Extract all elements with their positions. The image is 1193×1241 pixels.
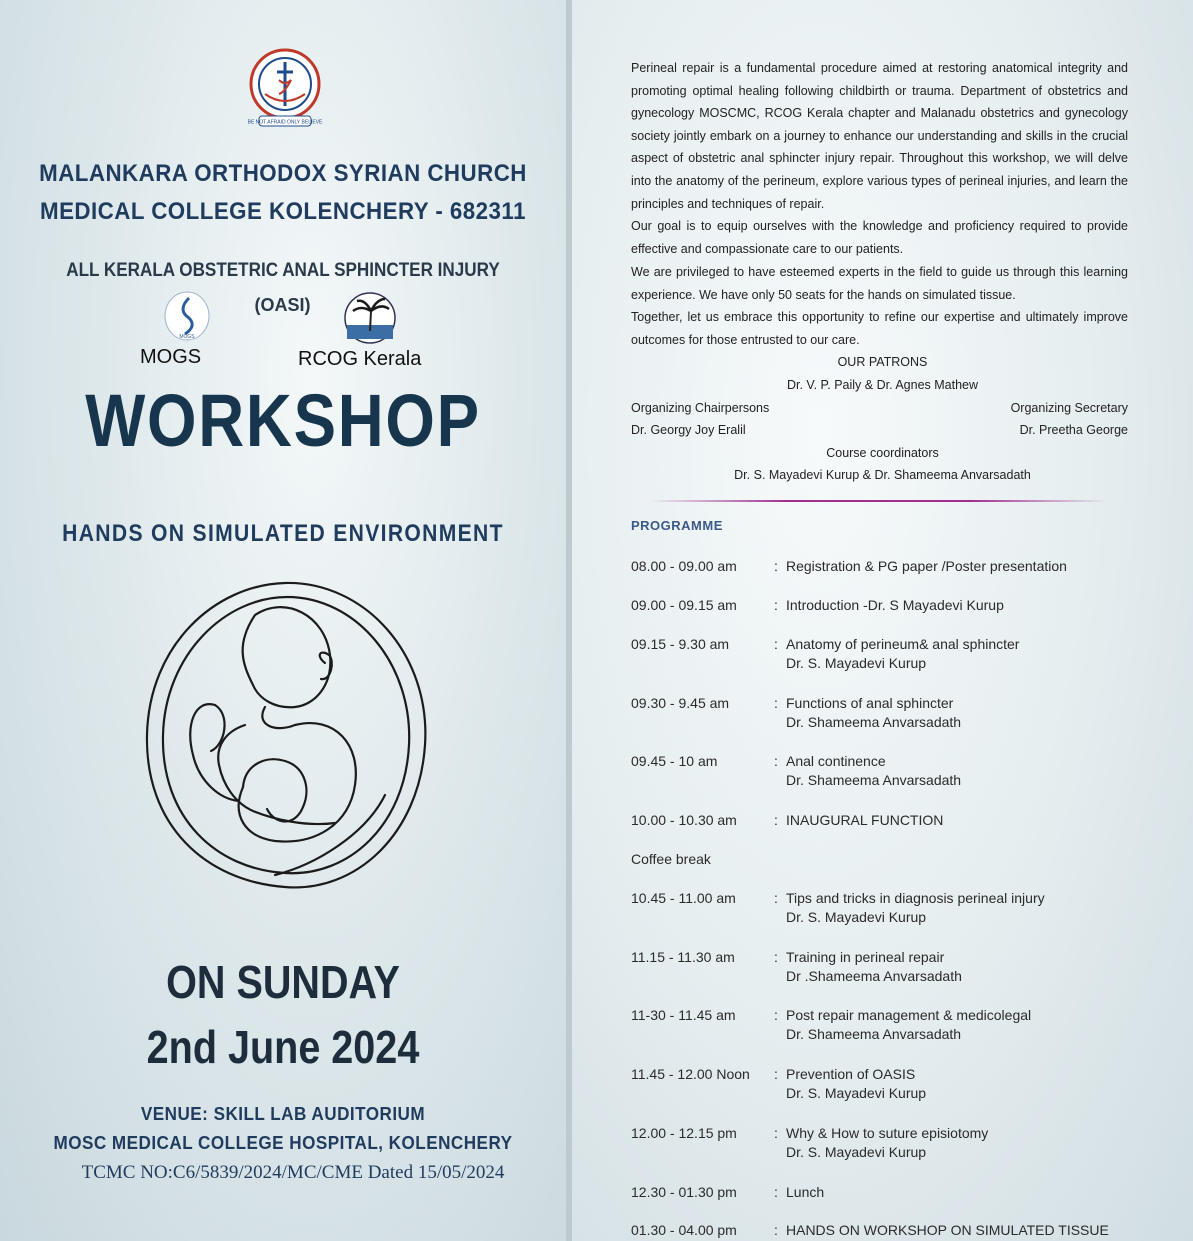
front-panel [0, 0, 566, 1241]
programme-separator: : [774, 949, 778, 965]
programme-activity: Introduction -Dr. S Mayadevi Kurup [786, 597, 1004, 613]
mogs-logo-text: MOGS [179, 334, 195, 340]
secretary-name: Dr. Preetha George [1019, 423, 1128, 437]
programme-separator: : [774, 1184, 778, 1200]
programme-time: 11-30 - 11.45 am [631, 1007, 736, 1023]
programme-time: 11.45 - 12.00 Noon [631, 1066, 750, 1082]
patrons-title: OUR PATRONS [837, 355, 928, 369]
programme-activity: Lunch [786, 1184, 825, 1200]
programme-activity: Prevention of OASIS [786, 1066, 916, 1082]
logo-motto: BE NOT AFRAID ONLY BELIEVE [247, 119, 323, 126]
rcog-kerala-label: RCOG Kerala [298, 348, 422, 370]
programme-speaker: Dr. Shameema Anvarsadath [786, 1026, 962, 1042]
programme-speaker: Dr. S. Mayadevi Kurup [786, 1144, 927, 1160]
programme-speaker: Dr .Shameema Anvarsadath [786, 968, 962, 984]
inside-panel [572, 0, 1193, 1241]
programme-separator: : [774, 890, 778, 906]
programme-time: 08.00 - 09.00 am [631, 558, 737, 574]
programme-time: 11.15 - 11.30 am [631, 949, 735, 965]
programme-activity: Anatomy of perineum& anal sphincter [786, 636, 1020, 652]
college-name-line2: MEDICAL COLLEGE KOLENCHERY - 682311 [40, 198, 526, 225]
programme-activity: Training in perineal repair [786, 949, 945, 965]
programme-speaker: Dr. Shameema Anvarsadath [786, 772, 962, 788]
chairpersons-title: Organizing Chairpersons [631, 401, 770, 415]
programme-activity: Why & How to suture episiotomy [786, 1125, 989, 1141]
mogs-label: MOGS [140, 346, 202, 368]
programme-separator: : [774, 812, 778, 828]
workshop-subtitle: HANDS ON SIMULATED ENVIRONMENT [62, 520, 504, 547]
intro-paragraph-3: We are privileged to have esteemed experts in the field to guide us through this learning experience. We have only 50 seats for the hands on simulated tissue. [631, 265, 1128, 302]
programme-title: PROGRAMME [631, 518, 723, 533]
event-day: ON SUNDAY [166, 956, 400, 1008]
programme-time: 10.00 - 10.30 am [631, 812, 737, 828]
venue-line1: VENUE: SKILL LAB AUDITORIUM [140, 1104, 426, 1124]
programme-activity: Tips and tricks in diagnosis perineal injury [786, 890, 1045, 906]
programme-time: 09.45 - 10 am [631, 753, 718, 769]
programme-time: 01.30 - 04.00 pm [631, 1222, 737, 1238]
section-divider [648, 500, 1108, 502]
programme-speaker: Dr. Shameema Anvarsadath [786, 714, 962, 730]
coordinators-title: Course coordinators [826, 446, 939, 460]
programme-speaker: Dr. S. Mayadevi Kurup [786, 655, 927, 671]
intro-paragraph-4: Together, let us embrace this opportunity to refine our expertise and ultimately improve outcomes for those entrusted to our care. [631, 310, 1128, 347]
intro-paragraph-1: Perineal repair is a fundamental procedure aimed at restoring anatomical integrity and promoting optimal healing following childbirth or trauma. Department of obstetrics and gynecology MOSCMC, RCOG Kerala chapter and Malanadu obstetrics and gynecology society jointly embark on a journey to enhance our understanding and skills in the crucial aspect of obstetric anal sphincter injury repair. Throughout this workshop, we will delve into the anatomy of the perineum, explore various types of perineal injuries, and learn the principles and techniques of repair. [631, 61, 1128, 211]
programme-time: 12.00 - 12.15 pm [631, 1125, 737, 1141]
programme-separator: : [774, 1222, 778, 1238]
tcmc-approval: TCMC NO:C6/5839/2024/MC/CME Dated 15/05/2024 [81, 1162, 505, 1183]
college-seal-logo [245, 46, 325, 134]
programme-time: 09.30 - 9.45 am [631, 695, 730, 711]
programme-separator: : [774, 1125, 778, 1141]
course-title: ALL KERALA OBSTETRIC ANAL SPHINCTER INJURY [66, 260, 500, 281]
workshop-heading: WORKSHOP [85, 379, 481, 462]
secretary-title: Organizing Secretary [1010, 401, 1128, 415]
event-date: 2nd June 2024 [146, 1021, 420, 1073]
chairperson-name: Dr. Georgy Joy Eralil [631, 423, 746, 437]
programme-speaker: Dr. S. Mayadevi Kurup [786, 909, 927, 925]
programme-activity: INAUGURAL FUNCTION [786, 812, 944, 828]
programme-activity: Registration & PG paper /Poster presentation [786, 558, 1067, 574]
programme-time: Coffee break [631, 851, 711, 867]
intro-paragraph-2: Our goal is to equip ourselves with the knowledge and proficiency required to provide effective and compassionate care to our patients. [631, 219, 1128, 256]
coordinators-names: Dr. S. Mayadevi Kurup & Dr. Shameema Anvarsadath [734, 468, 1031, 482]
mogs-logo [163, 290, 211, 342]
college-name-line1: MALANKARA ORTHODOX SYRIAN CHURCH [39, 160, 527, 187]
programme-separator: : [774, 1007, 778, 1023]
programme-time: 10.45 - 11.00 am [631, 890, 736, 906]
programme-activity: Functions of anal sphincter [786, 695, 954, 711]
programme-separator: : [774, 597, 778, 613]
programme-separator: : [774, 636, 778, 652]
programme-separator: : [774, 558, 778, 574]
programme-time: 09.00 - 09.15 am [631, 597, 737, 613]
programme-time: 12.30 - 01.30 pm [631, 1184, 737, 1200]
programme-activity: HANDS ON WORKSHOP ON SIMULATED TISSUE [786, 1222, 1109, 1238]
programme-speaker: Dr. S. Mayadevi Kurup [786, 1085, 927, 1101]
programme-activity: Post repair management & medicolegal [786, 1007, 1032, 1023]
venue-line2: MOSC MEDICAL COLLEGE HOSPITAL, KOLENCHERY [53, 1133, 513, 1153]
programme-time: 09.15 - 9.30 am [631, 636, 730, 652]
patrons-names: Dr. V. P. Paily & Dr. Agnes Mathew [786, 378, 979, 392]
programme-separator: : [774, 695, 778, 711]
programme-activity: Anal continence [786, 753, 886, 769]
course-abbreviation: (OASI) [254, 295, 311, 315]
programme-separator: : [774, 753, 778, 769]
programme-separator: : [774, 1066, 778, 1082]
rcog-kerala-logo [343, 291, 397, 345]
fetus-illustration [135, 575, 435, 895]
